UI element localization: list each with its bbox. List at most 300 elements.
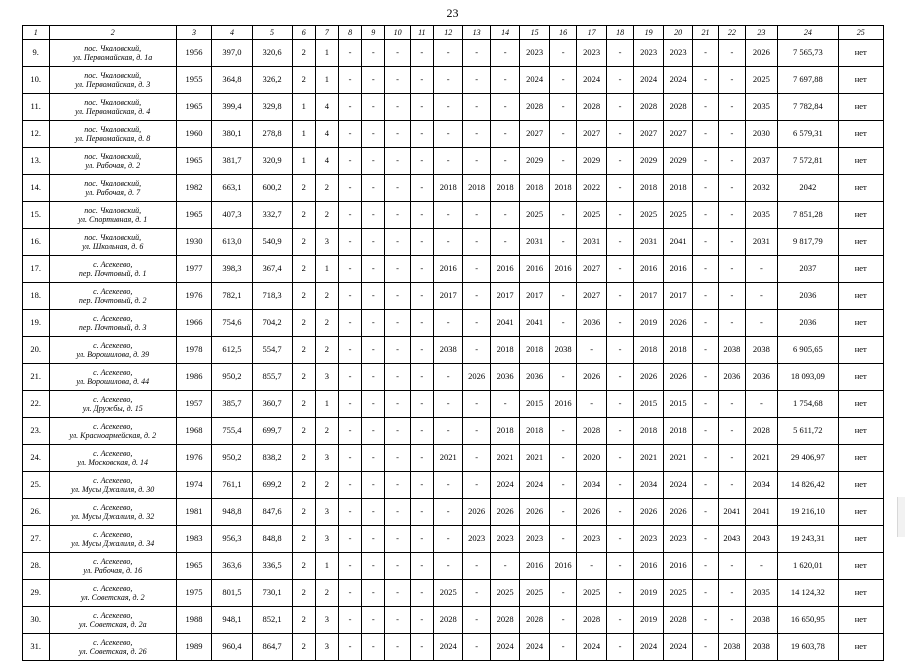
cell-col-11: -: [410, 310, 433, 337]
row-address: [49, 499, 176, 526]
cell-col-7: 3: [315, 499, 338, 526]
cell-col-24: 14 124,32: [777, 580, 838, 607]
cell-col-25: нет: [838, 526, 883, 553]
cell-col-7: 2: [315, 175, 338, 202]
cell-col-16: -: [549, 580, 576, 607]
cell-col-10: -: [385, 256, 410, 283]
cell-col-10: -: [385, 364, 410, 391]
cell-col-5: 554,7: [252, 337, 292, 364]
cell-col-16: -: [549, 526, 576, 553]
cell-col-7: 3: [315, 229, 338, 256]
cell-col-4: 398,3: [212, 256, 252, 283]
cell-col-23: 2021: [746, 445, 778, 472]
cell-col-6: 2: [292, 364, 315, 391]
cell-col-16: -: [549, 310, 576, 337]
row-number: 30.: [22, 607, 49, 634]
table-body: [22, 26, 883, 661]
cell-col-4: 399,4: [212, 94, 252, 121]
cell-col-7: 3: [315, 526, 338, 553]
cell-col-17: -: [577, 391, 607, 418]
cell-col-23: -: [746, 256, 778, 283]
cell-col-3: 1978: [176, 337, 212, 364]
cell-col-9: -: [362, 418, 385, 445]
col-num-17: 17: [577, 26, 607, 40]
cell-col-10: -: [385, 445, 410, 472]
col-num-25: 25: [838, 26, 883, 40]
cell-col-12: -: [433, 229, 463, 256]
cell-col-16: -: [549, 472, 576, 499]
address-line-2: ул. Первомайская, д. 4: [75, 107, 151, 116]
cell-col-10: -: [385, 148, 410, 175]
cell-col-13: -: [463, 310, 490, 337]
col-num-22: 22: [718, 26, 745, 40]
cell-col-14: 2018: [490, 418, 520, 445]
cell-col-10: -: [385, 310, 410, 337]
cell-col-4: 663,1: [212, 175, 252, 202]
cell-col-10: -: [385, 607, 410, 634]
row-address: [49, 229, 176, 256]
cell-col-3: 1975: [176, 580, 212, 607]
cell-col-22: -: [718, 580, 745, 607]
cell-col-22: -: [718, 391, 745, 418]
cell-col-6: 1: [292, 121, 315, 148]
cell-col-14: -: [490, 391, 520, 418]
row-number: 26.: [22, 499, 49, 526]
address-line-1: с. Асекеево,: [93, 502, 133, 512]
cell-col-12: -: [433, 94, 463, 121]
cell-col-6: 2: [292, 607, 315, 634]
cell-col-25: нет: [838, 553, 883, 580]
cell-col-23: 2038: [746, 337, 778, 364]
cell-col-25: нет: [838, 283, 883, 310]
cell-col-16: -: [549, 364, 576, 391]
address-line-2: пер. Почтовый, д. 1: [78, 269, 147, 278]
cell-col-12: -: [433, 472, 463, 499]
table-row: [22, 229, 883, 256]
cell-col-12: -: [433, 391, 463, 418]
cell-col-23: 2034: [746, 472, 778, 499]
cell-col-24: 16 650,95: [777, 607, 838, 634]
address-line-1: пос. Чкаловский,: [84, 124, 142, 134]
cell-col-8: -: [339, 499, 362, 526]
cell-col-8: -: [339, 256, 362, 283]
cell-col-3: 1966: [176, 310, 212, 337]
cell-col-6: 2: [292, 418, 315, 445]
cell-col-5: 320,6: [252, 40, 292, 67]
cell-col-20: 2025: [663, 580, 693, 607]
cell-col-23: 2036: [746, 364, 778, 391]
cell-col-5: 367,4: [252, 256, 292, 283]
cell-col-14: 2026: [490, 499, 520, 526]
cell-col-8: -: [339, 310, 362, 337]
cell-col-7: 2: [315, 337, 338, 364]
cell-col-13: -: [463, 418, 490, 445]
cell-col-19: 2019: [634, 310, 664, 337]
cell-col-24: 7 697,88: [777, 67, 838, 94]
cell-col-6: 2: [292, 553, 315, 580]
cell-col-13: -: [463, 337, 490, 364]
cell-col-3: 1960: [176, 121, 212, 148]
cell-col-22: -: [718, 553, 745, 580]
cell-col-12: -: [433, 553, 463, 580]
row-address: [49, 607, 176, 634]
cell-col-13: -: [463, 40, 490, 67]
cell-col-8: -: [339, 337, 362, 364]
cell-col-14: 2028: [490, 607, 520, 634]
col-num-15: 15: [520, 26, 550, 40]
cell-col-18: -: [606, 391, 633, 418]
cell-col-22: -: [718, 40, 745, 67]
cell-col-4: 407,3: [212, 202, 252, 229]
cell-col-15: 2031: [520, 229, 550, 256]
address-line-2: ул. Первомайская, д. 1а: [73, 53, 153, 62]
cell-col-12: 2025: [433, 580, 463, 607]
cell-col-6: 2: [292, 202, 315, 229]
cell-col-13: 2023: [463, 526, 490, 553]
cell-col-19: 2024: [634, 634, 664, 661]
cell-col-7: 3: [315, 445, 338, 472]
cell-col-21: -: [693, 202, 718, 229]
cell-col-15: 2024: [520, 67, 550, 94]
cell-col-21: -: [693, 472, 718, 499]
cell-col-11: -: [410, 634, 433, 661]
cell-col-12: 2018: [433, 175, 463, 202]
cell-col-17: 2024: [577, 67, 607, 94]
address-line-1: пос. Чкаловский,: [84, 151, 142, 161]
row-number: 9.: [22, 40, 49, 67]
cell-col-13: -: [463, 634, 490, 661]
cell-col-24: 6 579,31: [777, 121, 838, 148]
row-address: [49, 202, 176, 229]
cell-col-15: 2018: [520, 337, 550, 364]
table-row: [22, 580, 883, 607]
table-row: [22, 634, 883, 661]
cell-col-4: 613,0: [212, 229, 252, 256]
cell-col-19: 2029: [634, 148, 664, 175]
cell-col-5: 718,3: [252, 283, 292, 310]
cell-col-22: -: [718, 229, 745, 256]
cell-col-21: -: [693, 553, 718, 580]
cell-col-24: 7 851,28: [777, 202, 838, 229]
row-number: 19.: [22, 310, 49, 337]
cell-col-17: 2022: [577, 175, 607, 202]
cell-col-25: нет: [838, 499, 883, 526]
address-line-2: ул. Мусы Джалиля, д. 34: [71, 539, 155, 548]
row-number: 13.: [22, 148, 49, 175]
cell-col-7: 1: [315, 553, 338, 580]
cell-col-14: -: [490, 94, 520, 121]
cell-col-14: 2021: [490, 445, 520, 472]
address-line-1: с. Асекеево,: [93, 529, 133, 539]
cell-col-15: 2028: [520, 607, 550, 634]
cell-col-11: -: [410, 499, 433, 526]
cell-col-17: 2026: [577, 364, 607, 391]
cell-col-12: -: [433, 418, 463, 445]
cell-col-13: 2026: [463, 364, 490, 391]
col-num-19: 19: [634, 26, 664, 40]
cell-col-24: 7 565,73: [777, 40, 838, 67]
cell-col-20: 2023: [663, 526, 693, 553]
row-address: [49, 553, 176, 580]
cell-col-8: -: [339, 283, 362, 310]
cell-col-14: 2024: [490, 472, 520, 499]
cell-col-14: 2016: [490, 256, 520, 283]
cell-col-15: 2021: [520, 445, 550, 472]
cell-col-4: 761,1: [212, 472, 252, 499]
cell-col-17: 2034: [577, 472, 607, 499]
cell-col-19: 2015: [634, 391, 664, 418]
table-row: [22, 472, 883, 499]
col-num-16: 16: [549, 26, 576, 40]
row-address: [49, 256, 176, 283]
table-row: [22, 526, 883, 553]
cell-col-23: 2038: [746, 607, 778, 634]
cell-col-3: 1976: [176, 445, 212, 472]
cell-col-8: -: [339, 391, 362, 418]
cell-col-18: -: [606, 148, 633, 175]
cell-col-8: -: [339, 553, 362, 580]
cell-col-11: -: [410, 553, 433, 580]
cell-col-11: -: [410, 472, 433, 499]
cell-col-21: -: [693, 526, 718, 553]
cell-col-14: -: [490, 40, 520, 67]
cell-col-11: -: [410, 94, 433, 121]
table-row: [22, 337, 883, 364]
table-row: [22, 310, 883, 337]
cell-col-21: -: [693, 418, 718, 445]
cell-col-5: 336,5: [252, 553, 292, 580]
address-line-1: с. Асекеево,: [93, 583, 133, 593]
address-line-2: ул. Рабочая, д. 2: [85, 161, 141, 170]
cell-col-18: -: [606, 364, 633, 391]
cell-col-16: -: [549, 445, 576, 472]
address-line-1: с. Асекеево,: [93, 340, 133, 350]
cell-col-9: -: [362, 364, 385, 391]
cell-col-25: нет: [838, 472, 883, 499]
cell-col-15: 2018: [520, 418, 550, 445]
cell-col-19: 2031: [634, 229, 664, 256]
cell-col-7: 2: [315, 283, 338, 310]
cell-col-17: 2028: [577, 418, 607, 445]
cell-col-18: -: [606, 526, 633, 553]
cell-col-17: 2028: [577, 94, 607, 121]
col-num-23: 23: [746, 26, 778, 40]
row-address: [49, 67, 176, 94]
cell-col-10: -: [385, 121, 410, 148]
cell-col-21: -: [693, 499, 718, 526]
cell-col-19: 2019: [634, 607, 664, 634]
cell-col-23: 2038: [746, 634, 778, 661]
page-edge-marker: [897, 497, 905, 537]
cell-col-23: 2026: [746, 40, 778, 67]
cell-col-15: 2026: [520, 499, 550, 526]
cell-col-20: 2024: [663, 67, 693, 94]
cell-col-10: -: [385, 526, 410, 553]
cell-col-4: 956,3: [212, 526, 252, 553]
cell-col-19: 2018: [634, 175, 664, 202]
row-number: 25.: [22, 472, 49, 499]
cell-col-11: -: [410, 364, 433, 391]
cell-col-5: 848,8: [252, 526, 292, 553]
cell-col-16: -: [549, 202, 576, 229]
cell-col-7: 4: [315, 148, 338, 175]
cell-col-24: 19 243,31: [777, 526, 838, 553]
cell-col-22: -: [718, 418, 745, 445]
cell-col-11: -: [410, 256, 433, 283]
table-row: [22, 148, 883, 175]
address-line-1: с. Асекеево,: [93, 610, 133, 620]
address-line-1: с. Асекеево,: [93, 367, 133, 377]
row-number: 21.: [22, 364, 49, 391]
cell-col-12: 2016: [433, 256, 463, 283]
cell-col-5: 600,2: [252, 175, 292, 202]
row-address: [49, 94, 176, 121]
row-address: [49, 148, 176, 175]
cell-col-10: -: [385, 499, 410, 526]
cell-col-13: -: [463, 553, 490, 580]
cell-col-21: -: [693, 580, 718, 607]
address-line-2: ул. Первомайская, д. 8: [75, 134, 151, 143]
cell-col-11: -: [410, 526, 433, 553]
cell-col-24: 19 216,10: [777, 499, 838, 526]
cell-col-15: 2025: [520, 580, 550, 607]
cell-col-9: -: [362, 283, 385, 310]
address-line-1: с. Асекеево,: [93, 421, 133, 431]
cell-col-20: 2016: [663, 256, 693, 283]
cell-col-16: 2016: [549, 553, 576, 580]
cell-col-22: -: [718, 148, 745, 175]
cell-col-6: 2: [292, 229, 315, 256]
table-row: [22, 418, 883, 445]
table-row: [22, 202, 883, 229]
cell-col-14: -: [490, 202, 520, 229]
row-number: 23.: [22, 418, 49, 445]
cell-col-9: -: [362, 229, 385, 256]
cell-col-8: -: [339, 67, 362, 94]
cell-col-3: 1986: [176, 364, 212, 391]
row-address: [49, 445, 176, 472]
cell-col-20: 2025: [663, 202, 693, 229]
col-num-4: 4: [212, 26, 252, 40]
cell-col-5: 320,9: [252, 148, 292, 175]
row-number: 22.: [22, 391, 49, 418]
cell-col-4: 960,4: [212, 634, 252, 661]
cell-col-20: 2018: [663, 337, 693, 364]
cell-col-5: 329,8: [252, 94, 292, 121]
cell-col-17: -: [577, 337, 607, 364]
cell-col-19: 2026: [634, 364, 664, 391]
cell-col-6: 1: [292, 148, 315, 175]
cell-col-22: -: [718, 202, 745, 229]
address-line-2: ул. Спортивная, д. 1: [78, 215, 148, 224]
cell-col-21: -: [693, 94, 718, 121]
cell-col-21: -: [693, 121, 718, 148]
cell-col-19: 2023: [634, 40, 664, 67]
row-address: [49, 634, 176, 661]
cell-col-12: 2021: [433, 445, 463, 472]
cell-col-17: 2026: [577, 499, 607, 526]
cell-col-20: 2029: [663, 148, 693, 175]
cell-col-11: -: [410, 580, 433, 607]
cell-col-9: -: [362, 580, 385, 607]
cell-col-5: 540,9: [252, 229, 292, 256]
cell-col-9: -: [362, 148, 385, 175]
cell-col-24: 19 603,78: [777, 634, 838, 661]
cell-col-22: -: [718, 310, 745, 337]
cell-col-7: 3: [315, 634, 338, 661]
cell-col-22: 2041: [718, 499, 745, 526]
cell-col-10: -: [385, 634, 410, 661]
cell-col-18: -: [606, 94, 633, 121]
address-line-2: ул. Советская, д. 2а: [78, 620, 147, 629]
cell-col-21: -: [693, 337, 718, 364]
cell-col-11: -: [410, 121, 433, 148]
cell-col-18: -: [606, 337, 633, 364]
col-num-8: 8: [339, 26, 362, 40]
cell-col-15: 2016: [520, 553, 550, 580]
cell-col-18: -: [606, 607, 633, 634]
row-number: 27.: [22, 526, 49, 553]
address-line-1: пос. Чкаловский,: [84, 178, 142, 188]
cell-col-19: 2016: [634, 553, 664, 580]
cell-col-5: 864,7: [252, 634, 292, 661]
cell-col-11: -: [410, 202, 433, 229]
cell-col-15: 2023: [520, 40, 550, 67]
col-num-9: 9: [362, 26, 385, 40]
address-line-1: пос. Чкаловский,: [84, 43, 142, 53]
cell-col-22: 2036: [718, 364, 745, 391]
cell-col-25: нет: [838, 40, 883, 67]
cell-col-5: 852,1: [252, 607, 292, 634]
cell-col-6: 2: [292, 67, 315, 94]
cell-col-5: 332,7: [252, 202, 292, 229]
cell-col-4: 397,0: [212, 40, 252, 67]
cell-col-20: 2023: [663, 40, 693, 67]
cell-col-25: нет: [838, 418, 883, 445]
address-line-2: ул. Школьная, д. 6: [82, 242, 144, 251]
cell-col-14: 2041: [490, 310, 520, 337]
row-number: 28.: [22, 553, 49, 580]
cell-col-19: 2017: [634, 283, 664, 310]
row-address: [49, 364, 176, 391]
cell-col-14: 2025: [490, 580, 520, 607]
cell-col-20: 2018: [663, 418, 693, 445]
cell-col-21: -: [693, 364, 718, 391]
address-line-2: ул. Ворошилова, д. 44: [76, 377, 150, 386]
cell-col-16: -: [549, 418, 576, 445]
cell-col-16: -: [549, 67, 576, 94]
cell-col-19: 2018: [634, 418, 664, 445]
column-number-row: [22, 26, 883, 40]
cell-col-12: -: [433, 499, 463, 526]
cell-col-12: -: [433, 148, 463, 175]
cell-col-13: -: [463, 391, 490, 418]
cell-col-3: 1965: [176, 553, 212, 580]
table-row: [22, 553, 883, 580]
cell-col-14: 2017: [490, 283, 520, 310]
cell-col-6: 2: [292, 40, 315, 67]
address-line-1: с. Асекеево,: [93, 448, 133, 458]
cell-col-3: 1965: [176, 94, 212, 121]
address-line-2: ул. Мусы Джалиля, д. 32: [71, 512, 155, 521]
cell-col-21: -: [693, 607, 718, 634]
cell-col-20: 2028: [663, 607, 693, 634]
cell-col-7: 2: [315, 580, 338, 607]
cell-col-8: -: [339, 202, 362, 229]
cell-col-20: 2026: [663, 310, 693, 337]
address-line-1: с. Асекеево,: [93, 394, 133, 404]
table-row: [22, 283, 883, 310]
